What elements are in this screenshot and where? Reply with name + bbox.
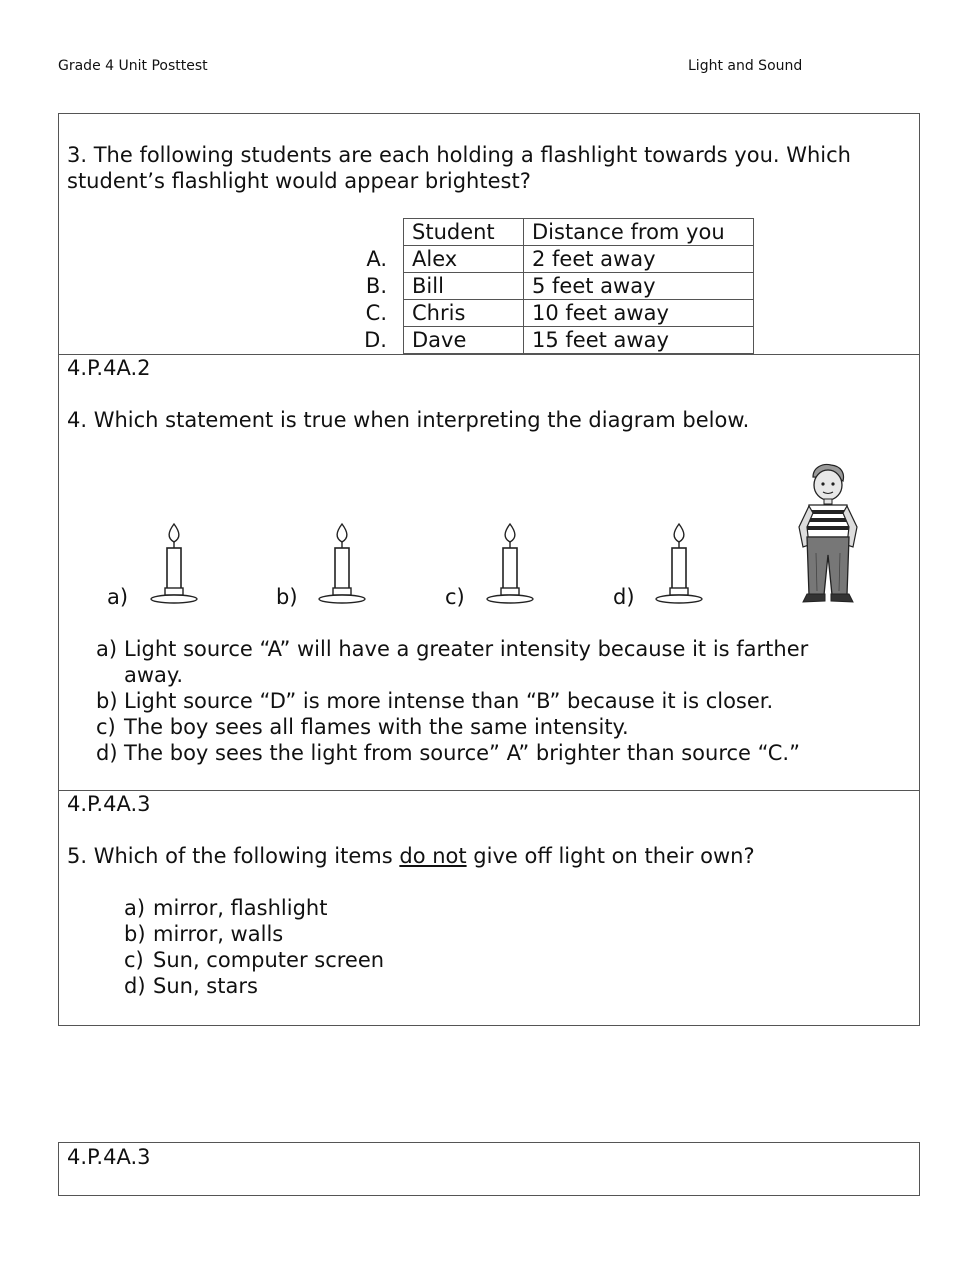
row-label: D. bbox=[364, 327, 387, 352]
candle-label-d: d) bbox=[613, 585, 635, 609]
q5-text-underline: do not bbox=[399, 844, 467, 868]
header-right: Light and Sound bbox=[688, 58, 803, 74]
q3-text-line1: 3. The following students are each holding a flashlight towards you. Which bbox=[67, 143, 851, 167]
candle-label-c: c) bbox=[445, 585, 465, 609]
row-label: C. bbox=[365, 300, 387, 325]
q5-text-before: 5. Which of the following items bbox=[67, 844, 400, 868]
distance-cell: 5 feet away bbox=[524, 273, 754, 300]
q5-standard: 4.P.4A.3 bbox=[67, 792, 151, 816]
distance-table bbox=[339, 218, 754, 354]
q5-option-label: b) bbox=[124, 922, 146, 946]
table-header-student: Student bbox=[404, 219, 524, 246]
q5-option-c: Sun, computer screen bbox=[153, 948, 385, 972]
distance-cell: 10 feet away bbox=[524, 300, 754, 327]
table-row bbox=[339, 246, 754, 273]
candle-icon bbox=[317, 522, 367, 606]
box2-standard: 4.P.4A.3 bbox=[67, 1145, 151, 1169]
q4-option-label: d) bbox=[96, 741, 118, 765]
table-row bbox=[339, 327, 754, 354]
table-header-row bbox=[339, 219, 754, 246]
question-box bbox=[58, 113, 920, 1026]
table-row bbox=[339, 273, 754, 300]
q4-option-d: The boy sees the light from source” A” brighter than source “C.” bbox=[124, 741, 800, 765]
candle-icon bbox=[149, 522, 199, 606]
q4-option-label: c) bbox=[96, 715, 116, 739]
candle-icon bbox=[654, 522, 704, 606]
header-left: Grade 4 Unit Posttest bbox=[58, 58, 208, 74]
q5-option-a: mirror, flashlight bbox=[153, 896, 328, 920]
student-cell: Alex bbox=[404, 246, 524, 273]
table-header-distance: Distance from you bbox=[524, 219, 754, 246]
q4-option-label: b) bbox=[96, 689, 118, 713]
q5-text bbox=[67, 843, 755, 869]
boy-illustration-icon bbox=[795, 463, 861, 605]
row-label: A. bbox=[366, 246, 387, 271]
q4-option-a-line1: Light source “A” will have a greater intensity because it is farther bbox=[124, 637, 809, 661]
q5-text-after: give off light on their own? bbox=[466, 844, 755, 868]
q5-option-b: mirror, walls bbox=[153, 922, 284, 946]
q4-standard: 4.P.4A.2 bbox=[67, 356, 151, 380]
candle-label-a: a) bbox=[107, 585, 129, 609]
row-label: B. bbox=[365, 273, 387, 298]
table-row bbox=[339, 300, 754, 327]
distance-cell: 15 feet away bbox=[524, 327, 754, 354]
q4-text: 4. Which statement is true when interpreting the diagram below. bbox=[67, 408, 750, 432]
student-cell: Chris bbox=[404, 300, 524, 327]
divider bbox=[59, 790, 919, 791]
q4-option-a-line2: away. bbox=[124, 663, 184, 687]
q5-option-label: d) bbox=[124, 974, 146, 998]
q5-option-d: Sun, stars bbox=[153, 974, 258, 998]
q4-option-c: The boy sees all flames with the same intensity. bbox=[124, 715, 629, 739]
q5-option-label: c) bbox=[124, 948, 144, 972]
q4-option-b: Light source “D” is more intense than “B” because it is closer. bbox=[124, 689, 774, 713]
q5-option-label: a) bbox=[124, 896, 146, 920]
candle-label-b: b) bbox=[276, 585, 298, 609]
q4-option-label: a) bbox=[96, 637, 118, 661]
q3-text-line2: student’s flashlight would appear brightest? bbox=[67, 169, 531, 193]
student-cell: Dave bbox=[404, 327, 524, 354]
divider bbox=[59, 354, 919, 355]
candle-icon bbox=[485, 522, 535, 606]
distance-cell: 2 feet away bbox=[524, 246, 754, 273]
next-question-box bbox=[58, 1142, 920, 1196]
student-cell: Bill bbox=[404, 273, 524, 300]
